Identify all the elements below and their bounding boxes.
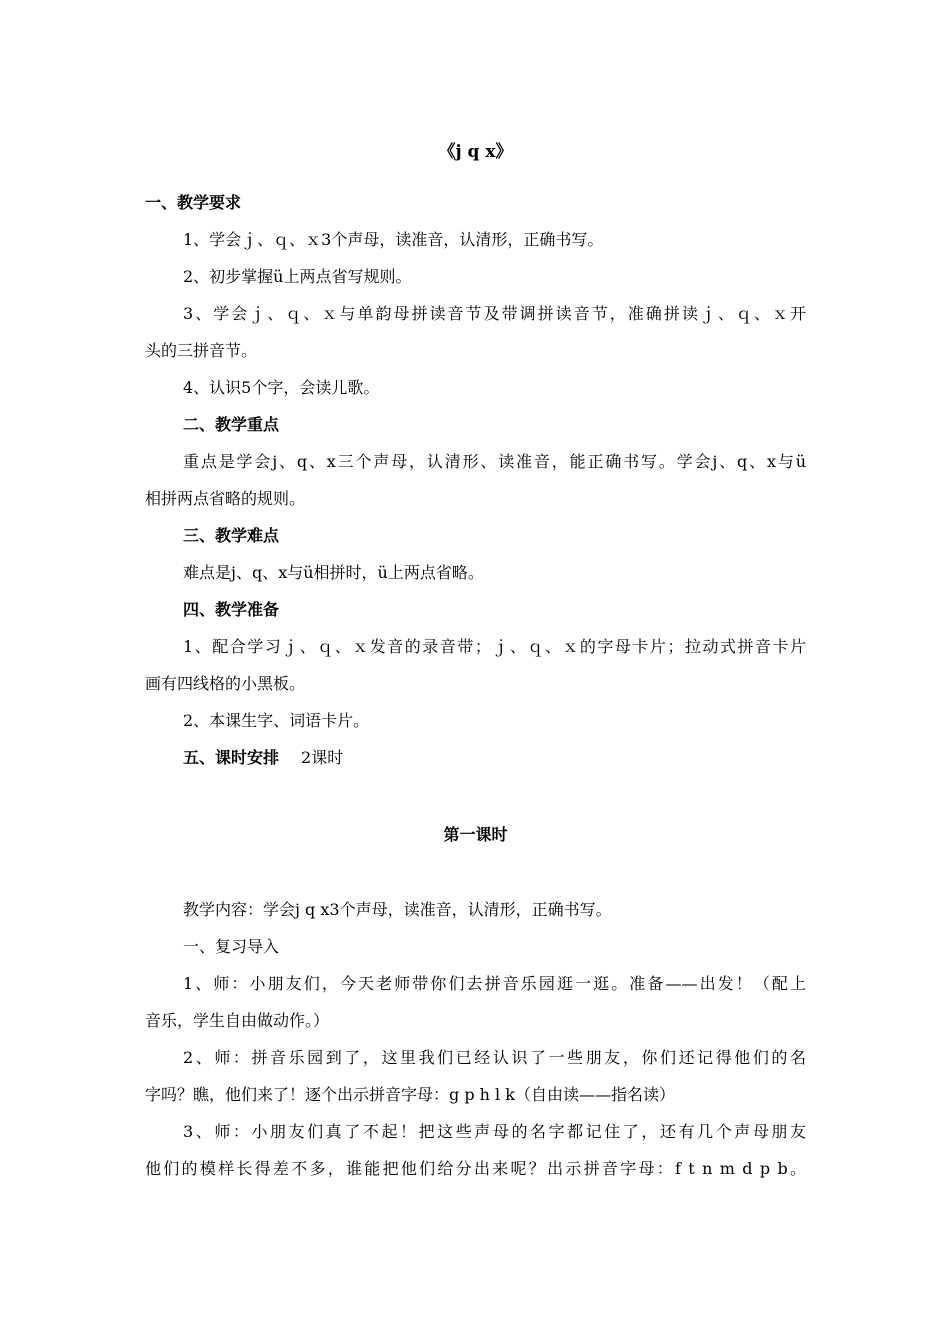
key-points-heading: 二、教学重点	[183, 415, 280, 434]
key-points-line-2: 相拼两点省略的规则。	[145, 489, 306, 508]
lesson-title: 第一课时	[443, 825, 508, 844]
requirement-1: 1、学会ｊ、ｑ、ｘ3个声母，读准音，认清形，正确书写。	[183, 230, 604, 249]
step-1-line-1: 1、师：小朋友们，今天老师带你们去拼音乐园逛一逛。准备——出发！（配上	[183, 974, 806, 993]
step-3-line-2: 他们的模样长得差不多，谁能把他们给分出来呢？出示拼音字母：f t n m d p b。	[145, 1159, 806, 1178]
schedule-value: 2课时	[301, 748, 344, 767]
difficulty-text: 难点是j、q、x与ü相拼时，ü上两点省略。	[183, 563, 484, 582]
requirement-3-line-1: 3、学会ｊ、ｑ、ｘ与单韵母拼读音节及带调拼读音节，准确拼读ｊ、ｑ、ｘ开	[183, 304, 806, 323]
preparation-2: 2、本课生字、词语卡片。	[183, 711, 370, 730]
step-1-line-2: 音乐，学生自由做动作。）	[145, 1011, 330, 1030]
step-2-line-1: 2、师：拼音乐园到了，这里我们已经认识了一些朋友，你们还记得他们的名	[183, 1048, 806, 1067]
preparation-1-line-2: 画有四线格的小黑板。	[145, 674, 306, 693]
step-2-line-2: 字吗？瞧，他们来了！逐个出示拼音字母：g p h l k（自由读——指名读）	[145, 1085, 675, 1104]
document-title: 《j q x》	[438, 142, 513, 162]
key-points-line-1: 重点是学会j、q、x三个声母，认清形、读准音，能正确书写。学会j、q、x与ü	[183, 452, 806, 471]
requirements-heading: 一、教学要求	[145, 193, 242, 212]
preparation-heading: 四、教学准备	[183, 600, 280, 619]
requirement-4: 4、认识5个字，会读儿歌。	[183, 378, 380, 397]
difficulty-heading: 三、教学难点	[183, 526, 280, 545]
lesson-content: 教学内容：学会j q x3个声母，读准音，认清形，正确书写。	[183, 900, 612, 919]
review-heading: 一、复习导入	[183, 937, 280, 956]
schedule-line	[145, 739, 806, 776]
requirement-3-line-2: 头的三拼音节。	[145, 341, 258, 360]
requirement-2: 2、初步掌握ü上两点省写规则。	[183, 267, 412, 286]
preparation-1-line-1: 1、配合学习ｊ、ｑ、ｘ发音的录音带；ｊ、ｑ、ｘ的字母卡片；拉动式拼音卡片	[183, 637, 806, 656]
step-3-line-1: 3、师：小朋友们真了不起！把这些声母的名字都记住了，还有几个声母朋友	[183, 1122, 806, 1141]
schedule-heading: 五、课时安排	[183, 748, 280, 767]
